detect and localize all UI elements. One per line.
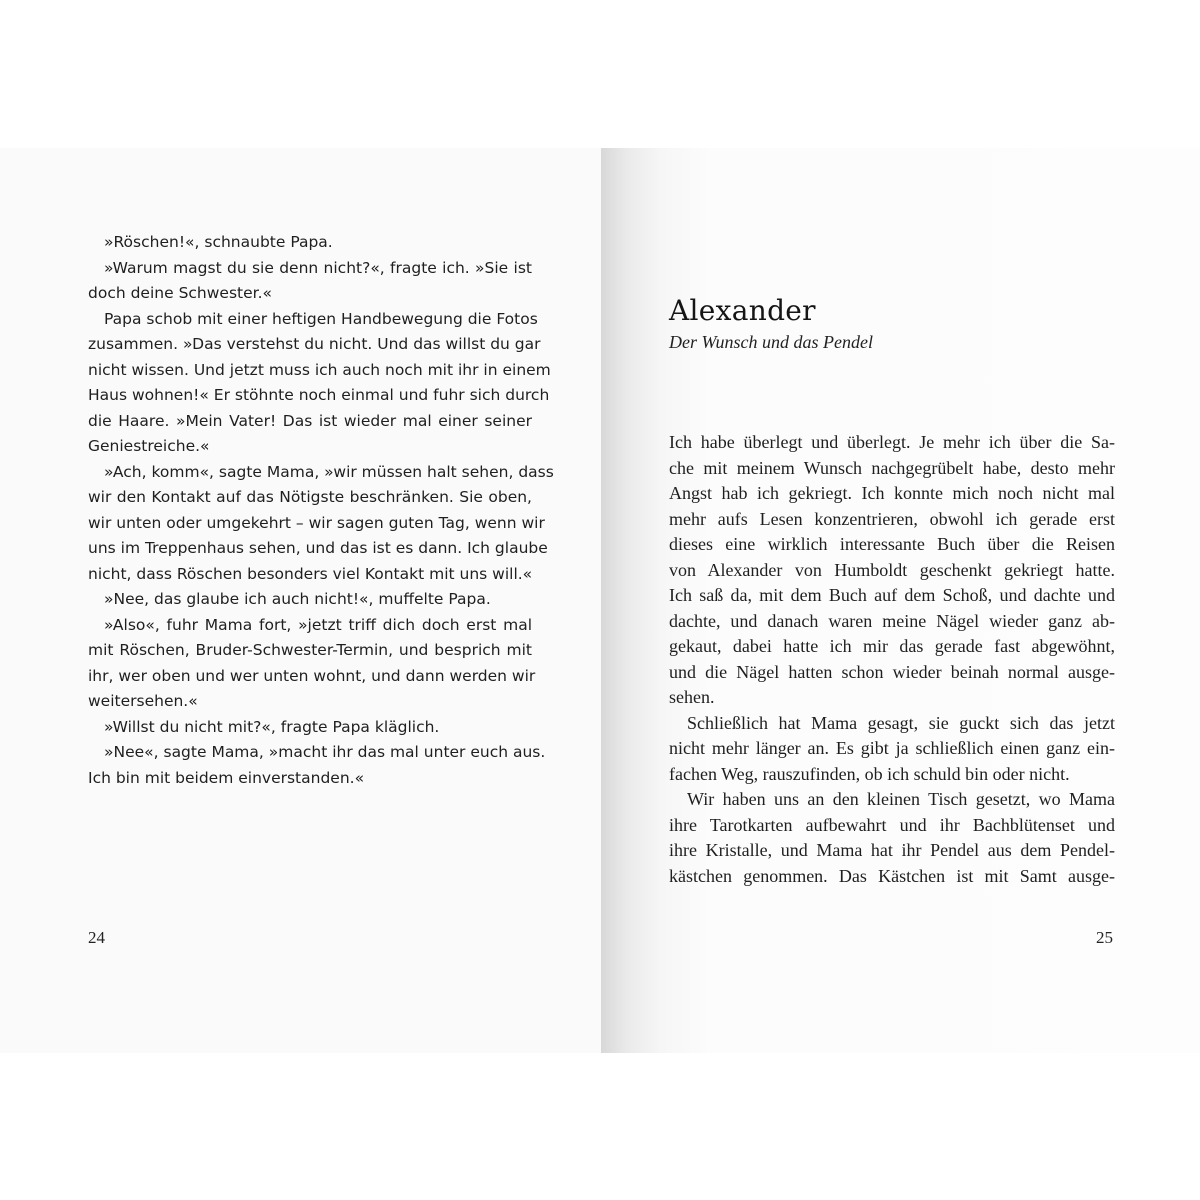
text-line: die Haare. »Mein Vater! Das ist wieder mal einer seiner: [88, 411, 532, 430]
text-line: Angst hab ich gekriegt. Ich konnte mich noch nicht mal: [669, 483, 1115, 503]
text-line: Papa schob mit einer heftigen Handbewegung die Fotos: [104, 309, 538, 328]
text-line: von Alexander von Humboldt geschenkt gekriegt hatte.: [669, 559, 1115, 580]
text-line: che mit meinem Wunsch nachgegrübelt habe, desto mehr: [669, 457, 1115, 478]
text-line: fachen Weg, rauszufinden, ob ich schuld bin oder nicht.: [669, 763, 1070, 784]
text-line: Schließlich hat Mama gesagt, sie guckt sich das jetzt: [687, 712, 1115, 733]
text-line: Ich habe überlegt und überlegt. Je mehr ich über die Sa-: [669, 432, 1115, 452]
text-line: Ich saß da, mit dem Buch auf dem Schoß, und dachte und: [669, 585, 1115, 605]
text-line: dachte, und danach waren meine Nägel wieder ganz ab-: [669, 610, 1115, 631]
text-line: Ich bin mit beidem einverstanden.«: [88, 768, 365, 787]
text-line: ihr, wer oben und wer unten wohnt, und dann werden wir: [88, 666, 536, 685]
page-number-right: 25: [1096, 928, 1113, 947]
text-line: und die Nägel hatten schon wieder beinah normal ausge-: [669, 661, 1115, 682]
text-line: nicht wissen. Und jetzt muss ich auch noch mit ihr in einem: [88, 360, 551, 379]
text-line: doch deine Schwester.«: [88, 284, 273, 302]
text-line: »Röschen!«, schnaubte Papa.: [104, 233, 333, 251]
text-line: »Also«, fuhr Mama fort, »jetzt triff dich doch erst mal: [104, 615, 532, 634]
chapter-title: Alexander: [669, 294, 816, 327]
text-line: nicht mehr länger an. Es gibt ja schließlich einen ganz ein-: [669, 738, 1115, 758]
text-line: nicht, dass Röschen besonders viel Kontakt mit uns will.«: [88, 564, 533, 583]
text-line: Wir haben uns an den kleinen Tisch gesetzt, wo Mama: [687, 789, 1115, 809]
text-line: mehr aufs Lesen konzentrieren, obwohl ich gerade erst: [669, 508, 1115, 529]
text-line: weitersehen.«: [88, 692, 198, 710]
text-line: dieses eine wirklich interessante Buch über die Reisen: [669, 534, 1115, 554]
text-line: ihre Kristalle, und Mama hat ihr Pendel aus dem Pendel-: [669, 840, 1115, 860]
left-page-body-text: [88, 230, 554, 791]
text-line: wir unten oder umgekehrt – wir sagen guten Tag, wenn wir: [88, 513, 545, 532]
text-line: »Nee, das glaube ich auch nicht!«, muffelte Papa.: [104, 590, 491, 608]
text-line: Haus wohnen!« Er stöhnte noch einmal und fuhr sich durch: [88, 386, 550, 404]
text-line: »Nee«, sagte Mama, »macht ihr das mal unter euch aus.: [104, 743, 546, 761]
text-line: ihre Tarotkarten aufbewahrt und ihr Bachblütenset und: [669, 814, 1115, 835]
chapter-subtitle: Der Wunsch und das Pendel: [669, 332, 873, 352]
text-line: gekaut, dabei hatte ich mir das gerade fast abgewöhnt,: [669, 636, 1115, 656]
text-line: »Willst du nicht mit?«, fragte Papa kläglich.: [104, 717, 440, 736]
book-spread: [0, 148, 1200, 1053]
page-number-left: 24: [88, 928, 105, 947]
right-page-body-text: [669, 430, 1115, 889]
text-line: »Ach, komm«, sagte Mama, »wir müssen halt sehen, dass: [104, 462, 554, 481]
text-line: mit Röschen, Bruder-Schwester-Termin, und besprich mit: [88, 641, 532, 659]
text-line: »Warum magst du sie denn nicht?«, fragte ich. »Sie ist: [104, 258, 532, 277]
text-line: zusammen. »Das verstehst du nicht. Und das willst du gar: [88, 335, 541, 353]
text-line: uns im Treppenhaus sehen, und das ist es dann. Ich glaube: [88, 539, 548, 557]
text-line: wir den Kontakt auf das Nötigste beschränken. Sie oben,: [88, 488, 532, 506]
left-page: [0, 148, 601, 1053]
text-line: sehen.: [669, 687, 715, 707]
text-line: Geniestreiche.«: [88, 437, 210, 455]
text-line: kästchen genommen. Das Kästchen ist mit Samt ausge-: [669, 865, 1115, 886]
